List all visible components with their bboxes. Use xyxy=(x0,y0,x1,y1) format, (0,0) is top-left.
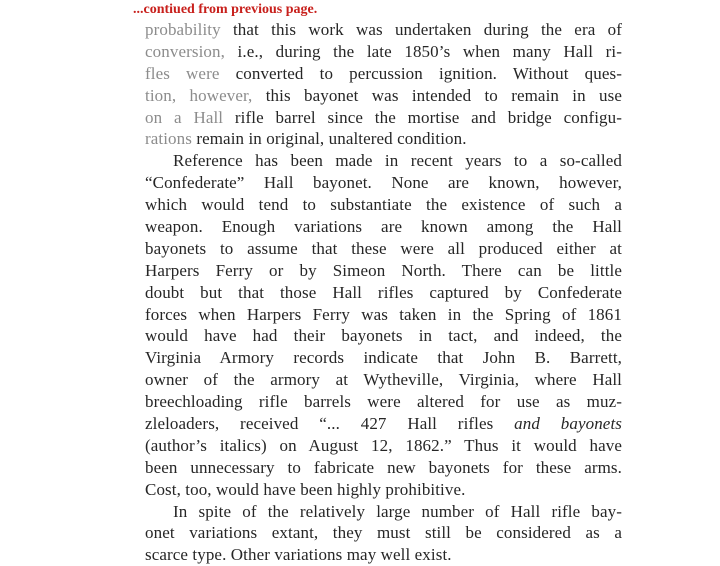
text-line: forces when Harpers Ferry was taken in the Spring of 1861 xyxy=(145,304,622,324)
body-text xyxy=(145,19,622,566)
text-line: tion, however, this bayonet was intended to remain in use xyxy=(145,85,622,105)
text-line: which would tend to substantiate the existence of such a xyxy=(145,195,622,215)
text-line: (author’s italics) on August 12, 1862.” Thus it would have xyxy=(145,435,622,455)
italic-phrase: and bayonets xyxy=(514,414,622,434)
text-line: In spite of the relatively large number of Hall rifle bay- xyxy=(173,501,622,521)
text-line: onet variations extant, they must still be considered as a xyxy=(145,523,622,543)
text-line: fles were converted to percussion ignition. Without ques- xyxy=(145,63,622,83)
text-line: Reference has been made in recent years to a so-called xyxy=(173,151,622,171)
text-line: “Confederate” Hall bayonet. None are known, however, xyxy=(145,173,622,193)
text-line: Harpers Ferry or by Simeon North. There can be little xyxy=(145,260,622,280)
text-line: bayonets to assume that these were all produced either at xyxy=(145,238,622,258)
text-line: would have had their bayonets in tact, and indeed, the xyxy=(145,326,622,346)
text-line: been unnecessary to fabricate new bayonets for these arms. xyxy=(145,457,622,477)
text-line: scarce type. Other variations may well exist. xyxy=(145,545,452,565)
continued-note: ...contiued from previous page. xyxy=(133,2,318,17)
text-line: Cost, too, would have been highly prohibitive. xyxy=(145,479,466,499)
text-line: doubt but that those Hall rifles captured by Confederate xyxy=(145,282,622,302)
text-line: Virginia Armory records indicate that John B. Barrett, xyxy=(145,348,622,368)
text-line: breechloading rifle barrels were altered for use as muz- xyxy=(145,392,622,412)
text-line: zleloaders, received “... 427 Hall rifles and bayonets xyxy=(145,414,622,434)
text-line: owner of the armory at Wytheville, Virginia, where Hall xyxy=(145,370,622,390)
text-line: weapon. Enough variations are known among the Hall xyxy=(145,217,622,237)
text-line: on a Hall rifle barrel since the mortise and bridge configu- xyxy=(145,107,622,127)
text-line: probability that this work was undertaken during the era of xyxy=(145,20,622,39)
text-line: conversion, i.e., during the late 1850’s when many Hall ri- xyxy=(145,41,622,61)
text-line: rations remain in original, unaltered condition. xyxy=(145,129,467,149)
